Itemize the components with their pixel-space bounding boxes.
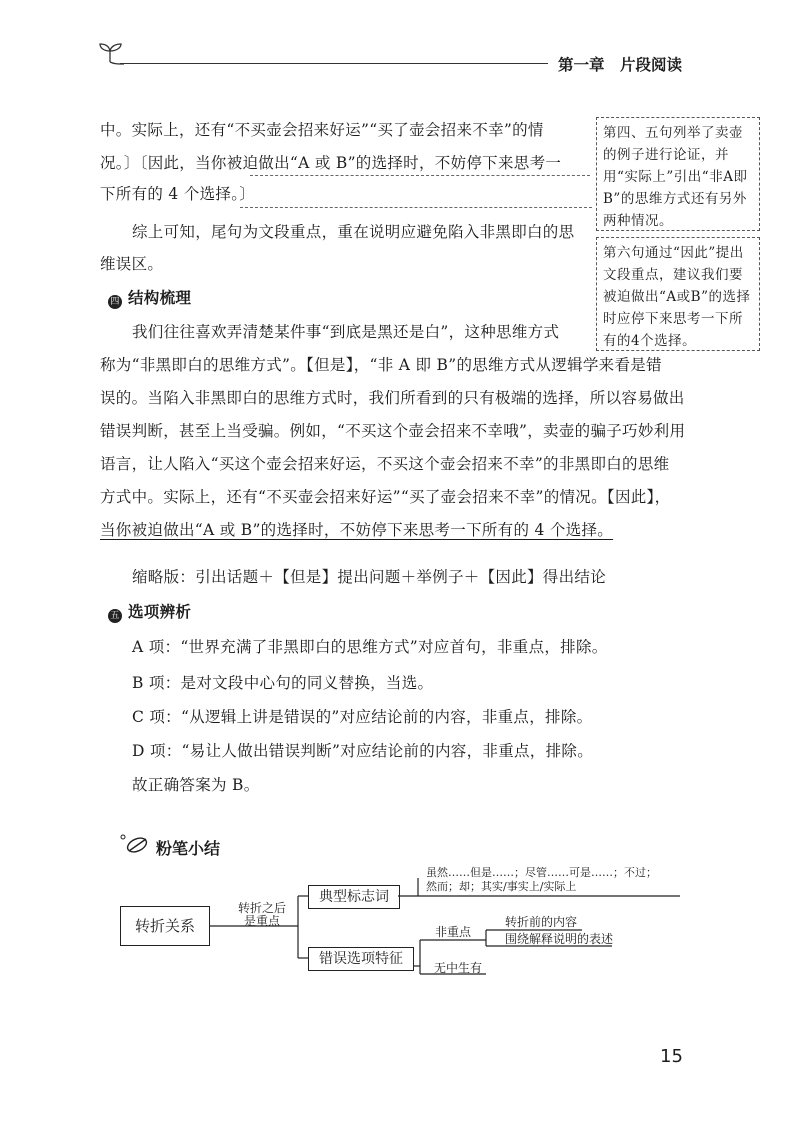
side-note: 第四、五句列举了卖壶的例子进行论证，并用“实际上”引出“非A即B”的思维方式还有另外两种情况。 — [596, 117, 760, 231]
section-number-icon: 五 — [108, 609, 122, 623]
root-note: 是重点 — [244, 914, 281, 928]
branch-wrong-options: 错误选项特征 — [308, 947, 414, 971]
branch-text: 虽然……但是……；尽管……可是……；不过； — [426, 866, 657, 879]
sub-node: 非重点 — [435, 925, 472, 939]
body-line: 称为“非黑即白的思维方式”。【但是】，“非 A 即 B”的思维方式从逻辑学来看是错 — [100, 356, 662, 374]
body-line: 语言，让人陷入“买这个壶会招来好运，不买这个壶会招来不幸”的非黑即白的思维 — [100, 455, 670, 473]
body-line-underlined: 当你被迫做出“A 或 B”的选择时，不妨停下来思考一下所有的 4 个选择。 — [100, 521, 614, 539]
section-title: 结构梳理 — [128, 289, 192, 307]
section-title: 选项辨析 — [128, 603, 192, 621]
sub-leaf: 转折前的内容 — [505, 915, 578, 929]
mind-map-root: 转折关系 — [120, 906, 210, 946]
page-number: 15 — [660, 1046, 683, 1067]
sub-node: 无中生有 — [434, 961, 483, 975]
summary-line: 缩略版：引出话题＋【但是】提出问题＋举例子＋【因此】得出结论 — [132, 568, 607, 586]
option-line: C 项：“从逻辑上讲是错误的”对应结论前的内容，非重点，排除。 — [132, 708, 593, 726]
branch-typical-words: 典型标志词 — [308, 885, 400, 909]
body-line: 中。实际上，还有“不买壶会招来好运”“买了壶会招来不幸”的情 — [100, 121, 544, 139]
side-note: 第六句通过“因此”提出文段重点，建议我们要被迫做出“A或B”的选择时应停下来思考一下所有的4个选择。 — [596, 237, 760, 351]
sub-leaf: 围绕解释说明的表述 — [505, 932, 614, 946]
answer-line: 故正确答案为 B。 — [132, 776, 260, 794]
option-line: B 项：是对文段中心句的同义替换，当选。 — [132, 674, 434, 692]
chalk-summary-title: 粉笔小结 — [156, 839, 221, 858]
body-line: 我们往往喜欢弄清楚某件事“到底是黑还是白”，这种思维方式 — [132, 323, 560, 341]
body-line: 维误区。 — [100, 255, 164, 273]
branch-text: 然而；却；其实/事实上/实际上 — [426, 880, 577, 893]
section-number-icon: 四 — [108, 295, 122, 309]
option-line: D 项：“易让人做出错误判断”对应结论前的内容，非重点，排除。 — [132, 742, 594, 760]
chapter-title: 第一章 片段阅读 — [558, 56, 683, 74]
body-line: 下所有的 4 个选择。〕 — [100, 185, 256, 203]
root-note: 转折之后 — [238, 901, 287, 915]
option-line: A 项：“世界充满了非黑即白的思维方式”对应首句，非重点，排除。 — [132, 638, 608, 656]
body-line: 方式中。实际上，还有“不买壶会招来好运”“买了壶会招来不幸”的情况。【因此】， — [100, 488, 671, 506]
body-line: 况。〕〔因此，当你被迫做出“A 或 B”的选择时，不妨停下来思考一 — [100, 154, 562, 172]
body-line: 综上可知，尾句为文段重点，重在说明应避免陷入非黑即白的思 — [132, 223, 575, 241]
body-line: 误的。当陷入非黑即白的思维方式时，我们所看到的只有极端的选择，所以容易做出 — [100, 389, 685, 407]
body-line: 错误判断，甚至上当受骗。例如，“不买这个壶会招来不幸哦”，卖壶的骗子巧妙利用 — [100, 422, 686, 440]
